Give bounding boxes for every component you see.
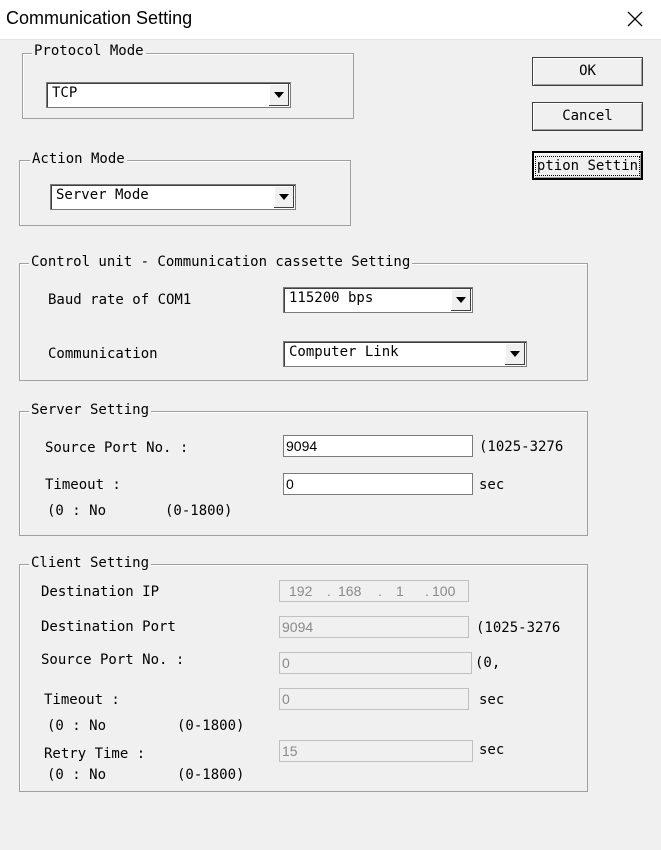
client-source-port-range: (0, xyxy=(475,655,501,671)
destination-ip-input[interactable] xyxy=(279,580,469,602)
action-mode-dropdown-button[interactable] xyxy=(273,186,294,208)
server-timeout-note: (0 : No xyxy=(47,503,107,519)
ip-octet-4: 100 xyxy=(432,583,456,599)
destination-port-input[interactable] xyxy=(279,616,469,638)
server-timeout-range-note: (0-1800) xyxy=(165,503,233,519)
client-timeout-label: Timeout : xyxy=(44,692,120,708)
title-bar xyxy=(0,0,661,40)
server-timeout-value: 0 xyxy=(286,476,294,492)
server-timeout-label: Timeout : xyxy=(45,477,121,493)
retry-time-input[interactable] xyxy=(279,740,473,762)
client-timeout-input[interactable] xyxy=(279,688,469,710)
server-source-port-label: Source Port No. : xyxy=(45,440,189,456)
client-setting-legend: Client Setting xyxy=(31,555,150,571)
communication-label: Communication xyxy=(48,346,158,362)
action-mode-value: Server Mode xyxy=(56,187,149,203)
option-setting-button[interactable] xyxy=(532,151,643,180)
baud-rate-select[interactable] xyxy=(283,287,473,313)
close-icon xyxy=(620,6,650,32)
retry-time-unit: sec xyxy=(479,742,505,758)
ip-dot: . xyxy=(425,583,429,599)
communication-value: Computer Link xyxy=(289,344,399,360)
window-title: Communication Setting xyxy=(6,8,193,28)
action-mode-legend: Action Mode xyxy=(32,151,125,167)
close-button[interactable] xyxy=(620,6,650,32)
ip-octet-2: 168 xyxy=(338,583,362,599)
ip-octet-1: 192 xyxy=(289,583,313,599)
cancel-button[interactable] xyxy=(532,102,643,131)
client-source-port-value: 0 xyxy=(282,655,290,671)
ok-button-label: OK xyxy=(579,63,596,79)
server-timeout-input[interactable] xyxy=(283,473,473,495)
baud-rate-dropdown-button[interactable] xyxy=(450,289,471,311)
server-source-port-value: 9094 xyxy=(286,438,318,454)
destination-port-range: (1025-3276 xyxy=(476,620,561,636)
destination-port-label: Destination Port xyxy=(41,619,176,635)
destination-port-value: 9094 xyxy=(282,619,314,635)
ok-button[interactable] xyxy=(532,57,643,86)
client-timeout-value: 0 xyxy=(282,691,290,707)
protocol-mode-select[interactable] xyxy=(46,82,291,108)
client-timeout-range-note: (0-1800) xyxy=(177,718,245,734)
communication-select[interactable] xyxy=(283,341,527,367)
ip-octet-3: 1 xyxy=(396,583,404,599)
retry-time-value: 15 xyxy=(282,743,298,759)
chevron-down-icon xyxy=(456,297,466,303)
cancel-button-label: Cancel xyxy=(562,108,613,124)
server-source-port-range: (1025-3276 xyxy=(479,439,564,455)
retry-time-label: Retry Time : xyxy=(44,746,146,762)
baud-rate-label: Baud rate of COM1 xyxy=(48,292,192,308)
client-timeout-unit: sec xyxy=(479,692,505,708)
chevron-down-icon xyxy=(279,194,289,200)
server-timeout-unit: sec xyxy=(479,477,505,493)
destination-ip-label: Destination IP xyxy=(41,584,160,600)
option-setting-button-label: ption Settin xyxy=(536,158,639,174)
retry-time-range-note: (0-1800) xyxy=(177,767,245,783)
communication-dropdown-button[interactable] xyxy=(504,343,525,365)
control-unit-legend: Control unit - Communication cassette Setting xyxy=(31,254,411,270)
chevron-down-icon xyxy=(510,351,520,357)
client-source-port-label: Source Port No. : xyxy=(41,652,185,668)
chevron-down-icon xyxy=(274,92,284,98)
protocol-mode-dropdown-button[interactable] xyxy=(268,84,289,106)
server-setting-legend: Server Setting xyxy=(31,402,150,418)
baud-rate-value: 115200 bps xyxy=(289,290,374,306)
protocol-mode-legend: Protocol Mode xyxy=(34,43,144,59)
client-timeout-note: (0 : No xyxy=(47,718,107,734)
retry-time-note: (0 : No xyxy=(47,767,107,783)
action-mode-select[interactable] xyxy=(50,184,296,210)
ip-dot: . xyxy=(378,583,382,599)
ip-dot: . xyxy=(327,583,331,599)
server-source-port-input[interactable] xyxy=(283,435,473,457)
protocol-mode-value: TCP xyxy=(52,85,78,101)
client-source-port-input[interactable] xyxy=(279,652,472,674)
